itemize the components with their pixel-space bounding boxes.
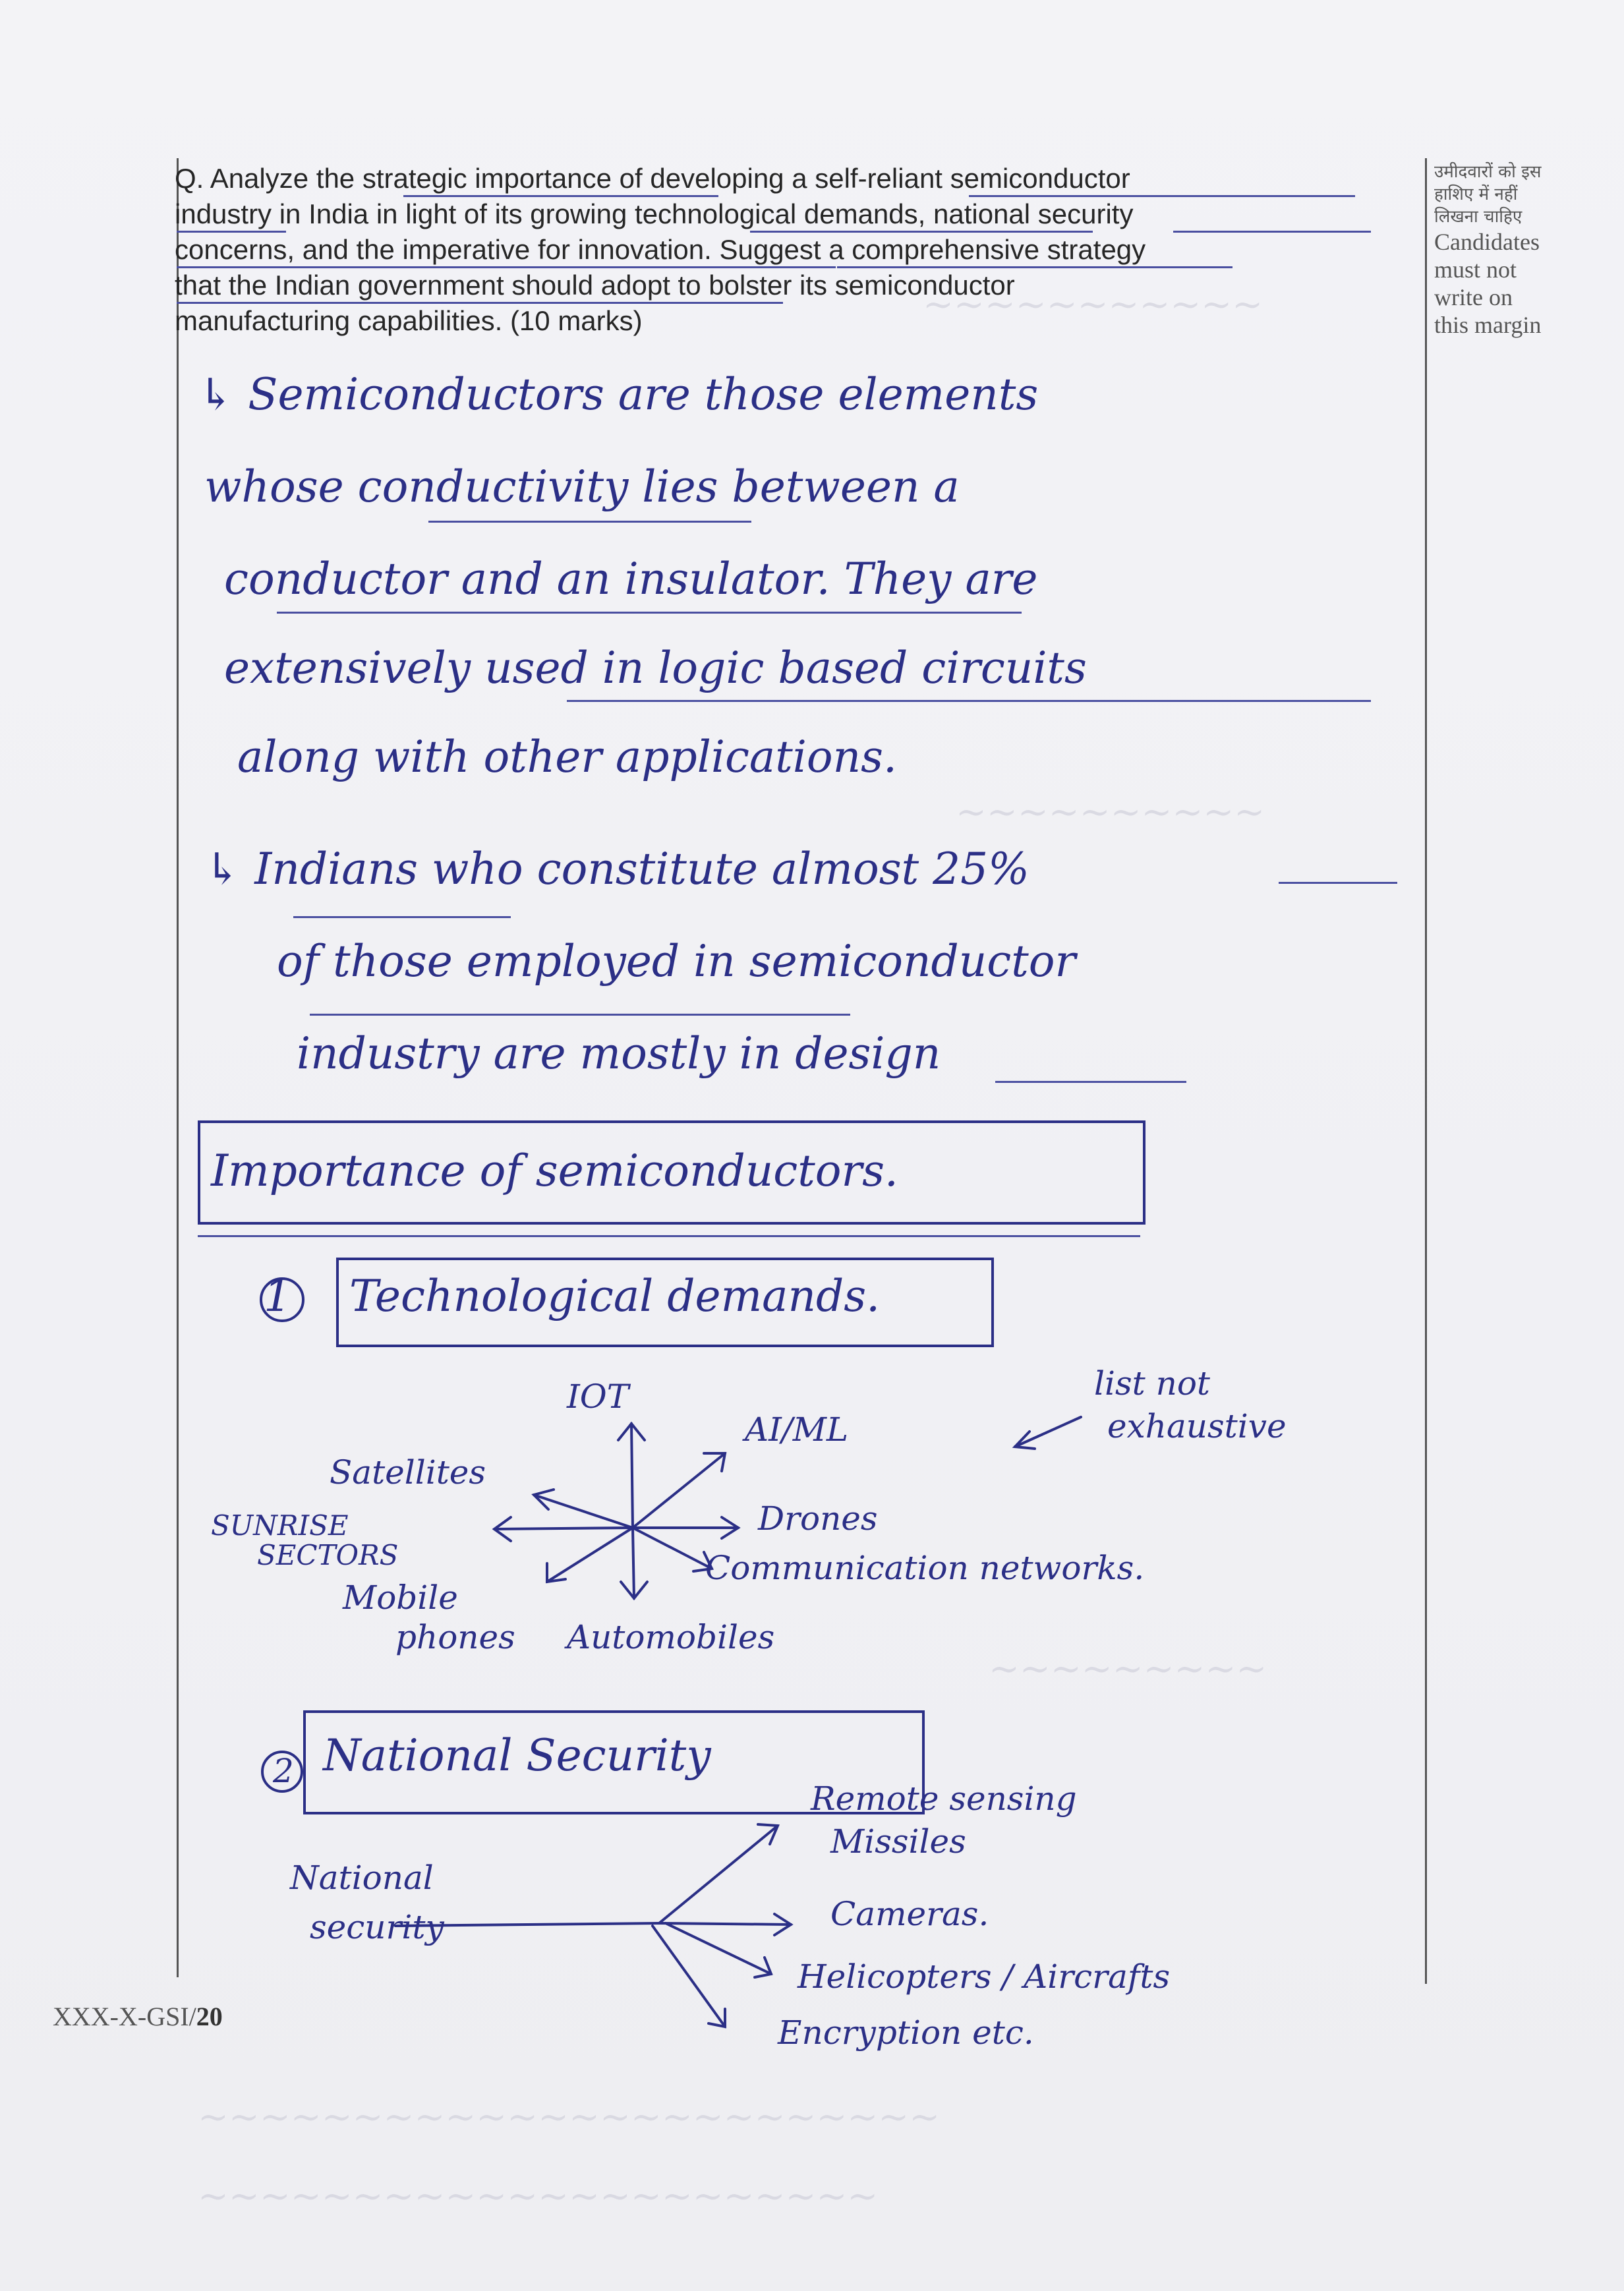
bleed-through-texture: ~~~~~~~~~	[989, 1648, 1267, 1691]
question-line: concerns, and the imperative for innovation. Suggest a comprehensive strategy	[175, 234, 1146, 265]
question-line: Q. Analyze the strategic importance of developing a self-reliant semiconductor	[175, 163, 1130, 194]
answer-line: conductor and an insulator. They are	[224, 554, 1038, 604]
answer-line: whose conductivity lies between a	[204, 461, 960, 512]
question-line: manufacturing capabilities. (10 marks)	[175, 305, 643, 336]
margin-instruction-english: this margin	[1434, 312, 1542, 338]
spoke-communication-networks: Communication networks.	[705, 1549, 1145, 1587]
spoke-ai-ml: AI/ML	[745, 1410, 849, 1449]
list-not-exhaustive-note: exhaustive	[1107, 1407, 1287, 1445]
section-number-2: 2	[273, 1752, 294, 1790]
margin-instruction-english: must not	[1434, 256, 1517, 283]
list-not-exhaustive-note: list not	[1094, 1364, 1211, 1403]
answer-line: of those employed in semiconductor	[277, 936, 1076, 987]
importance-heading: Importance of semiconductors.	[211, 1146, 898, 1196]
security-item: Remote sensing	[811, 1780, 1077, 1818]
spoke-satellites: Satellites	[330, 1453, 486, 1492]
bleed-through-texture: ~~~~~~~~~~~	[923, 283, 1263, 326]
page-code	[53, 2001, 223, 2032]
question-line: that the Indian government should adopt to bolster its semiconductor	[175, 270, 1015, 301]
spoke-mobile-phones: Mobile	[343, 1579, 458, 1617]
margin-instruction-english: write on	[1434, 284, 1513, 310]
margin-instruction-hindi: लिखना चाहिए	[1434, 207, 1522, 227]
margin-instruction-hindi: हाशिए में नहीं	[1434, 185, 1518, 204]
sunrise-sectors-label: SECTORS	[257, 1539, 399, 1571]
bleed-through-texture: ~~~~~~~~~~~~~~~~~~~~~~	[198, 2175, 879, 2218]
national-security-source: security	[310, 1908, 444, 1946]
answer-line: industry are mostly in design	[297, 1028, 941, 1079]
national-security-source: National	[290, 1859, 434, 1897]
security-item: Encryption etc.	[778, 2014, 1034, 2052]
spoke-mobile-phones: phones	[395, 1618, 515, 1656]
spoke-automobiles: Automobiles	[567, 1618, 775, 1656]
section-number-1: 1	[264, 1271, 291, 1321]
answer-line: extensively used in logic based circuits	[224, 643, 1087, 693]
security-item: Cameras.	[830, 1895, 989, 1933]
question-line: industry in India in light of its growing technological demands, national security	[175, 198, 1134, 229]
answer-line: ↳ Indians who constitute almost 25%	[204, 844, 1030, 894]
page-code-prefix: XXX-X-GSI/	[53, 2002, 196, 2031]
bleed-through-texture: ~~~~~~~~~~	[956, 791, 1265, 834]
section1-title: Technological demands.	[349, 1271, 881, 1321]
security-item: Helicopters / Aircrafts	[798, 1958, 1171, 1996]
margin-instruction-english: Candidates	[1434, 229, 1540, 255]
answer-line: ↳ Semiconductors are those elements	[198, 369, 1039, 420]
security-item: Missiles	[830, 1822, 966, 1861]
bleed-through-texture: ~~~~~~~~~~~~~~~~~~~~~~~~	[198, 2096, 941, 2139]
page-number: 20	[196, 2002, 223, 2031]
margin-instruction-hindi: उमीदवारों को इस	[1434, 162, 1542, 182]
spoke-drones: Drones	[758, 1499, 878, 1538]
answer-line: along with other applications.	[237, 732, 897, 782]
sunrise-sectors-label: SUNRISE	[211, 1509, 349, 1542]
spoke-iot: IOT	[567, 1378, 629, 1416]
section2-title: National Security	[323, 1730, 711, 1781]
